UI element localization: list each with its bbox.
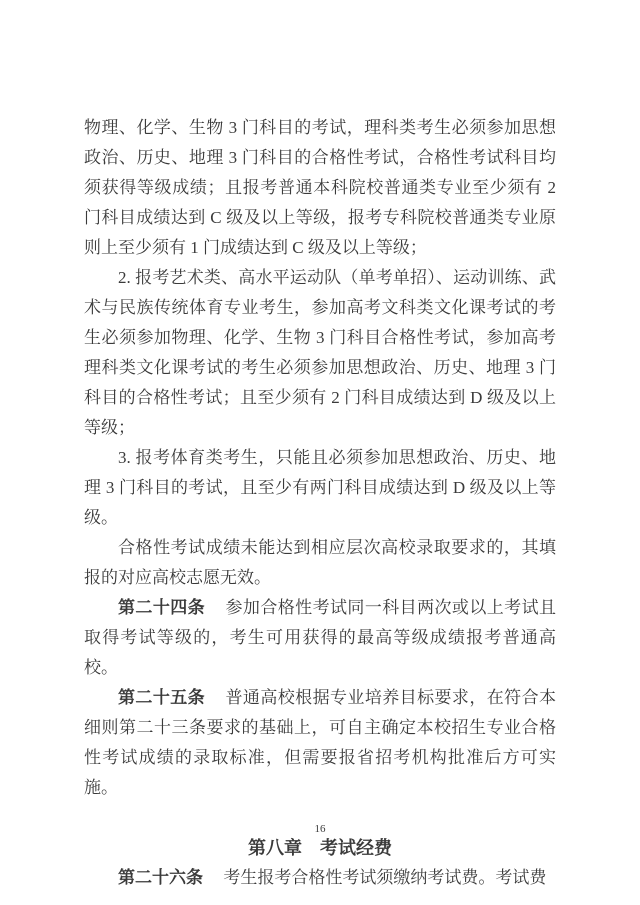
paragraph-invalid-volunteer [84,533,556,593]
chapter-number: 第八章 [248,838,302,858]
chapter-heading [84,833,556,863]
paragraph-text: 普通高校根据专业培养目标要求，在符合本细则第二十三条要求的基础上，可自主确定本校招生专业合格性考试成绩的录取标准，但需要报省招考机构批准后方可实施。 [84,688,557,797]
paragraph-text: 3. 报考体育类考生，只能且必须参加思想政治、历史、地理 3 门科目的考试，且至少有两门科目成绩达到 D 级及以上等级。 [84,448,556,527]
article-number: 第二十五条 [118,688,206,707]
paragraph-item-2 [84,263,556,443]
paragraph-text: 合格性考试成绩未能达到相应层次高校录取要求的，其填报的对应高校志愿无效。 [84,538,556,587]
paragraph-article-26 [84,863,556,893]
paragraph-text: 2. 报考艺术类、高水平运动队（单考单招）、运动训练、武术与民族传统体育专业考生，参加高考文科类文化课考试的考生必须参加物理、化学、生物 3 门科目合格性考试，参加高考理科类文化课考试的考生必须参加思想政治、历史、地理 3 门科目的合格性考试；且至少须有 2 门科目成绩达到 D 级及以上等级； [84,268,556,437]
paragraph-item-3 [84,443,556,533]
paragraph-article-25 [84,683,556,803]
paragraph-text: 参加合格性考试同一科目两次或以上考试且取得考试等级的，考生可用获得的最高等级成绩报考普通高校。 [84,598,557,677]
paragraph-text: 物理、化学、生物 3 门科目的考试，理科类考生必须参加思想政治、历史、地理 3 门科目的合格性考试，合格性考试科目均须获得等级成绩；且报考普通本科院校普通类专业至少须有 2 门科目成绩达到 C 级及以上等级，报考专科院校普通类专业原则上至少须有 1 门成绩达到 C 级及以上等级； [84,118,556,257]
paragraph-text: 考生报考合格性考试须缴纳考试费。考试费 [223,868,547,887]
paragraph-continuation [84,113,556,263]
document-body [84,113,556,893]
article-number: 第二十六条 [118,868,203,887]
article-number: 第二十四条 [118,598,206,617]
paragraph-article-24 [84,593,556,683]
page-number: 16 [314,823,326,835]
chapter-title: 考试经费 [320,838,392,858]
